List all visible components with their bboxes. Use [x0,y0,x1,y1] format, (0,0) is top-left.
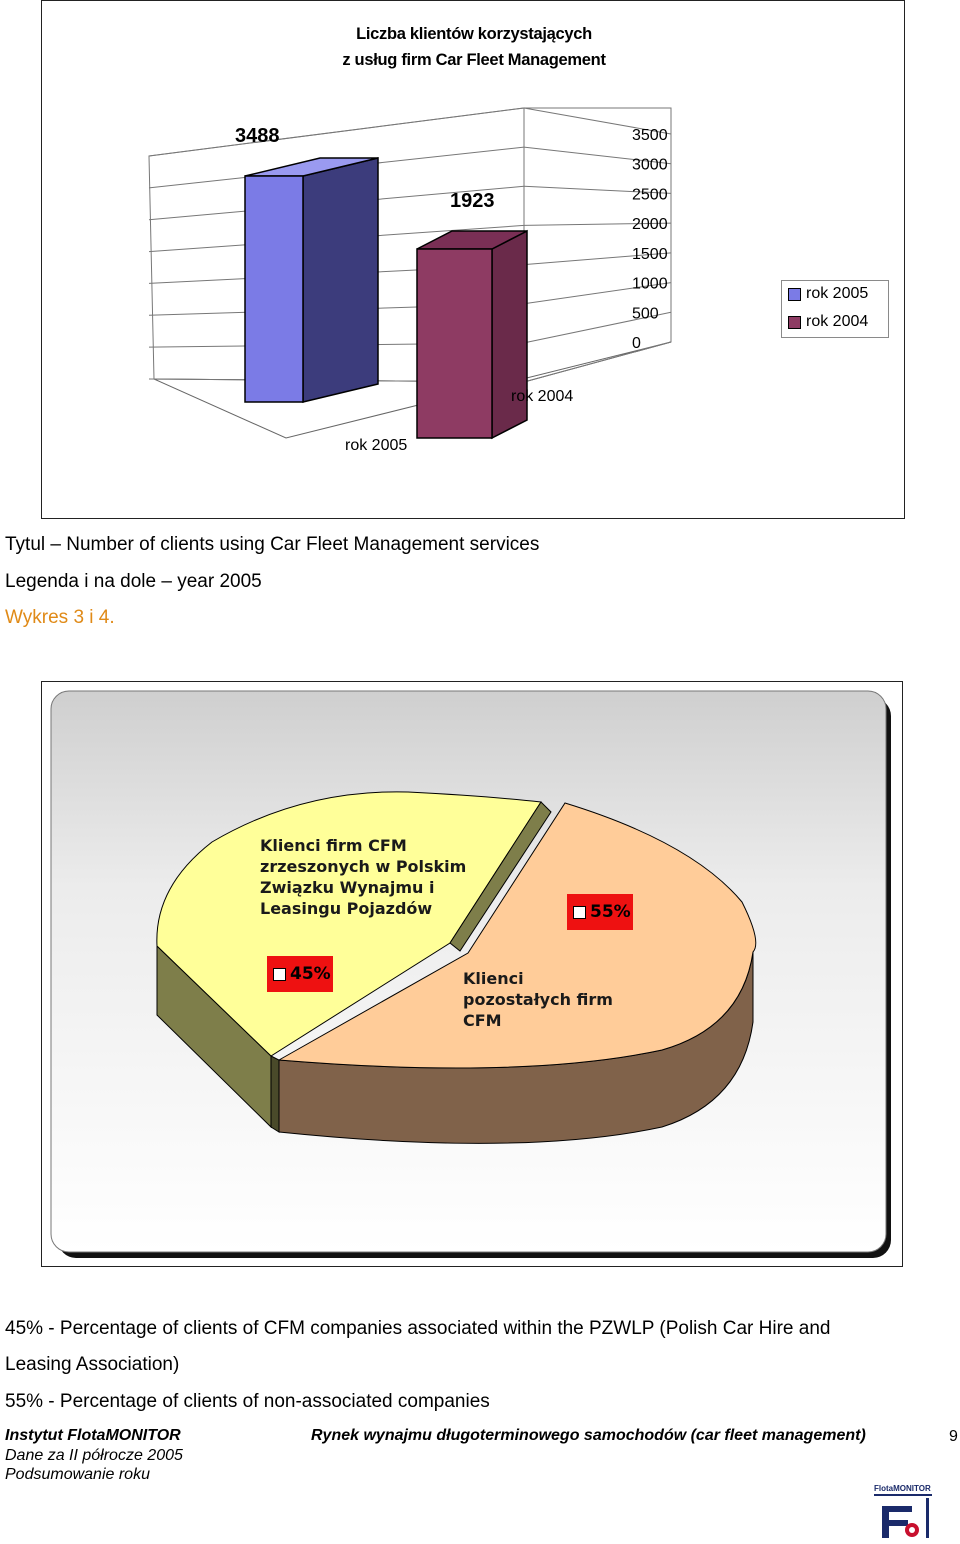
note-title-text: Number of clients using Car Fleet Management services [66,534,540,555]
desc-line1: 45% - Percentage of clients of CFM companies associated within the PZWLP (Polish Car Hire and [5,1318,831,1339]
pct-text-55: 55% [590,902,631,922]
note-title-prefix: Tytul [5,534,46,555]
y-tick-label: 2000 [632,216,668,234]
y-tick-label: 2500 [632,186,668,204]
data-label-2004: 1923 [450,190,495,212]
pct-label-55 [567,894,633,930]
label-45-text [260,835,466,919]
logo-circle-hole [909,1527,915,1533]
label-45-line1: Klienci firm CFM [260,836,407,855]
label-45-line4: Leasingu Pojazdów [260,899,433,918]
legend-label-2005: rok 2005 [806,285,869,302]
note-legend-prefix: Legenda i na dole [5,571,157,592]
footer-report-title: Rynek wynajmu długoterminowego samochodów (car fleet management) [311,1427,866,1444]
footer-period: Dane za II półrocze 2005 [5,1447,183,1464]
y-tick-label: 1000 [632,275,668,293]
label-55-line3: CFM [463,1011,502,1030]
desc-line3: 55% - Percentage of clients of non-associated companies [5,1391,490,1412]
bar-2005-front [245,176,303,402]
pct-label-45 [267,956,333,992]
note-chart-ref: Wykres 3 i 4. [5,607,115,628]
legend-label-2004: rok 2004 [806,313,869,330]
desc-line2: Leasing Association) [5,1354,180,1375]
note-legend-line [5,571,262,593]
bar-2004-front [417,249,492,438]
y-tick-label: 3000 [632,156,668,174]
label-45-line2: zrzeszonych w Polskim [260,857,467,876]
chart-legend [781,280,889,338]
legend-item-2004 [788,313,868,331]
note-legend-text: year 2005 [177,571,262,592]
note-title-dash: – [50,534,61,555]
chart-title-line1: Liczba klientów korzystających [356,25,592,43]
label-55-text [463,968,613,1031]
note-title-line [5,534,539,556]
logo-text: FlotaMONITOR [874,1484,931,1493]
pct-key-55 [573,906,586,919]
bar-2005-side [303,158,378,402]
pie-chart-panel [41,681,903,1267]
bar-2004-side [492,231,527,438]
x-tick-label-2005: rok 2005 [345,437,408,454]
y-tick-label: 0 [632,335,641,352]
legend-swatch-2004 [788,316,801,329]
pct-text-45: 45% [290,964,331,984]
logo-rule [874,1494,932,1496]
note-legend-dash: – [161,571,172,592]
y-tick-label: 1500 [632,245,668,263]
logo-side-bar [926,1498,929,1538]
footer-summary: Podsumowanie roku [5,1466,150,1483]
legend-swatch-2005 [788,288,801,301]
flotamonitor-logo [872,1482,934,1542]
y-tick-label: 3500 [632,127,668,144]
footer-institute: Instytut FlotaMONITOR [5,1427,181,1444]
slice-gap-face [271,1056,279,1132]
chart-title-line2: z usług firm Car Fleet Management [342,51,606,69]
legend-item-2005 [788,285,868,303]
y-tick-label: 500 [632,305,659,323]
data-label-2005: 3488 [235,125,280,147]
pct-key-45 [273,968,286,981]
bar-chart-plot [42,1,906,520]
label-55-line1: Klienci [463,969,524,988]
label-55-line2: pozostałych firm [463,990,613,1009]
x-tick-label-2004: rok 2004 [511,388,574,405]
label-45-line3: Związku Wynajmu i [260,878,435,897]
page-number: 9 [949,1428,958,1445]
bar-chart-panel [41,0,905,519]
